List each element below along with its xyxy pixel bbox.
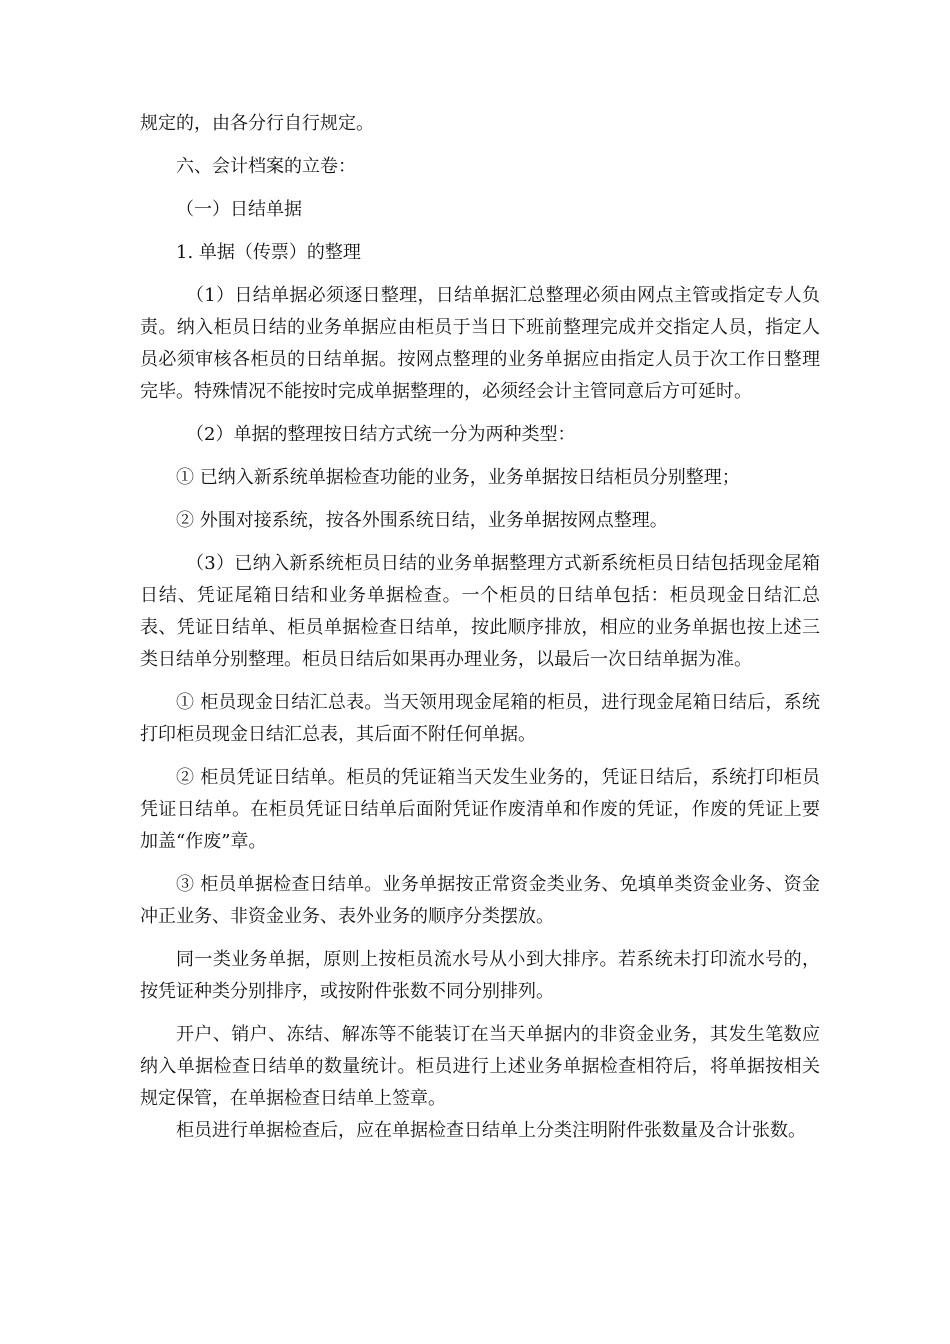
paragraph-rule-1: （1）日结单据必须逐日整理，日结单据汇总整理必须由网点主管或指定专人负责。纳入柜员日结的业务单据应由柜员于当日下班前整理完成并交指定人员，指定人员必须审核各柜员的日结单据。按网点整理的业务单据应由指定人员于次工作日整理完毕。特殊情况不能按时完成单据整理的，必须经会计主管同意后方可延时。 [140, 285, 820, 402]
paragraph-rule-2: （2）单据的整理按日结方式统一分为两种类型： [186, 424, 576, 445]
list-item-voucher-summary: ② 柜员凭证日结单。柜员的凭证箱当天发生业务的，凭证日结后，系统打印柜员凭证日结单。在柜员凭证日结单后面附凭证作废清单和作废的凭证，作废的凭证上要加盖“作废”章。 [140, 767, 820, 852]
paragraph-attachment-count: 柜员进行单据检查后，应在单据检查日结单上分类注明附件张数量及合计张数。 [176, 1120, 806, 1141]
list-item-document-check: ③ 柜员单据检查日结单。业务单据按正常资金类业务、免填单类资金业务、资金冲正业务、非资金业务、表外业务的顺序分类摆放。 [140, 874, 820, 927]
list-item-type-2: ② 外围对接系统，按各外围系统日结，业务单据按网点整理。 [176, 510, 668, 531]
document-body [140, 108, 820, 1147]
list-item-type-1: ① 已纳入新系统单据检查功能的业务，业务单据按日结柜员分别整理； [176, 467, 740, 488]
subsection-heading: （一）日结单据 [176, 199, 302, 220]
paragraph-rule-3: （3）已纳入新系统柜员日结的业务单据整理方式新系统柜员日结包括现金尾箱日结、凭证尾箱日结和业务单据检查。一个柜员的日结单包括：柜员现金日结汇总表、凭证日结单、柜员单据检查日结单，按此顺序排放，相应的业务单据也按上述三类日结单分别整理。柜员日结后如果再办理业务，以最后一次日结单据为准。 [140, 553, 820, 670]
paragraph-non-cash: 开户、销户、冻结、解冻等不能装订在当天单据内的非资金业务，其发生笔数应纳入单据检查日结单的数量统计。柜员进行上述业务单据检查相符后，将单据按相关规定保管，在单据检查日结单上签章。 [140, 1024, 820, 1109]
section-heading: 六、会计档案的立卷： [176, 156, 356, 177]
paragraph-continuation: 规定的，由各分行自行规定。 [140, 113, 374, 134]
list-item-cash-summary: ① 柜员现金日结汇总表。当天领用现金尾箱的柜员，进行现金尾箱日结后，系统打印柜员现金日结汇总表，其后面不附任何单据。 [140, 692, 820, 745]
paragraph-sorting: 同一类业务单据，原则上按柜员流水号从小到大排序。若系统未打印流水号的，按凭证种类分别排序，或按附件张数不同分别排列。 [140, 949, 820, 1002]
item-heading: 1. 单据（传票）的整理 [176, 242, 361, 263]
